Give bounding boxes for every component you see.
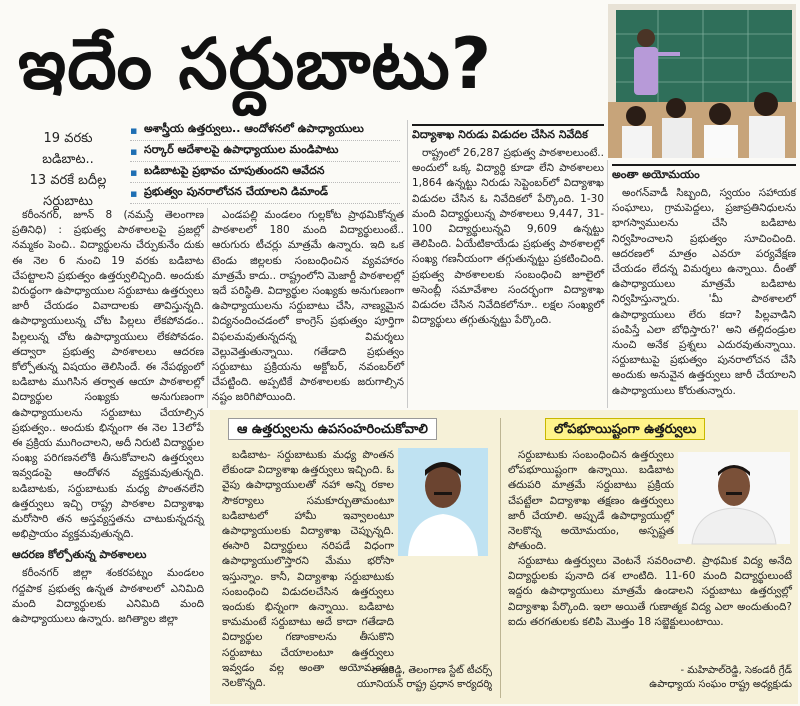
article-column-1 bbox=[12, 208, 204, 702]
bullet-icon: ▪ bbox=[130, 144, 138, 158]
box-divider bbox=[500, 418, 501, 698]
classroom-photo bbox=[608, 4, 796, 158]
article-text: రాష్ట్రంలో 26,287 ప్రభుత్వ పాఠశాలలుంటే.. అందులో ఒక్క విద్యార్థి కూడా లేని పాఠశాలలు 1,864 ఉన్నట్టు నిరుడు సెప్టెంబర్‌లో విద్యాశాఖ విడుదల చేసిన ఓ నివేదికలో పేర్కొంది. 1-30 మంది విద్యార్థులున్న పాఠశాలలు 9,447, 31-100 విద్యార్థులున్నవి 9,609 ఉన్నట్టు తెలిపింది. ఏయేటికాయేడు ప్రభుత్వ పాఠశాలల్లో సంఖ్య గణనీయంగా తగ్గుతున్నట్టు ప్రకటించింది. ప్రభుత్వ పాఠశాలలకు సంబంధించి జూలైలో అసెంబ్లీ సమావేశాల సందర్భంగా విద్యాశాఖ విడుదల చేసిన నివేదికలోనూ.. లక్షల సంఖ్యలో విద్యార్థులు తగ్గుతున్నట్టు పేర్కొంది. bbox=[412, 147, 604, 327]
article-text: కరీంనగర్, జూన్ 8 (నమస్తే తెలంగాణ ప్రతినిధి) : ప్రభుత్వ పాఠశాలలపై ప్రజల్లో నమ్మకం పెంచి.. విద్యార్థులను చేర్పుకునేం దుకు ఈ నెల 6 నుంచి 19 వరకు బడిబాట చేపట్టాలని ప్రభుత్వం ఉత్తర్వులిచ్చింది. అందుకు విరుద్ధంగా ఉపాధ్యాయుల సర్దుబాటు ఉత్తర్వులు జారీ చేయడం వివాదాలకు తావిస్తున్నది. ఉపాధ్యాయులున్న చోట పిల్లలు లేకపోవడం.. పిల్లలున్న చోట ఉపాధ్యాయులు లేకపోవడం. తద్వారా ప్రభుత్వ పాఠశాలలు ఆదరణ కోల్పోతున్న విషయం తెలిసిందే. ఈ నేపథ్యంలో బడిబాట ముగిసిన తర్వాత ఆయా పాఠశాలల్లో విద్యార్థుల సంఖ్యకు అనుగుణంగా ఉపాధ్యాయులను సర్దుబాటు చేయాల్సిన ప్రభుత్వం.. అందుకు భిన్నంగా ఈ నెల 13లోపే ఈ ప్రక్రియ ముగించాలని, అదీ నిరుటి విద్యార్థుల సంఖ్య పరిగణనలోకి తీసుకోవాలని ఉత్తర్వులు ఇవ్వడంపై ఆందోళన వ్యక్తమవుతున్నది. బడిబాటకు, సర్దుబాటుకు మధ్య పొంతనలేని ఉత్తర్వులు ఇచ్చి రాష్ట్ర పాఠశాల విద్యాశాఖ మరోసారి తన అస్తవ్యస్తతను చాటుకున్నదన్న అభిప్రాయం వ్యక్తమవుతున్నది. bbox=[12, 209, 204, 541]
bullet-icon: ▪ bbox=[130, 123, 138, 137]
bullet-item: ▪ సర్కార్ ఆదేశాలపై ఉపాధ్యాయుల మండిపాటు bbox=[130, 141, 400, 162]
side-headline bbox=[12, 128, 124, 212]
article-text: అంగన్‌వాడీ సిబ్బంది, స్వయం సహాయక సంఘాలు, గ్రామపెద్దలు, ప్రజాప్రతినిధులను భాగస్వాములను చేసి బడిబాట నిర్వహించాలని ప్రభుత్వం సూచించింది. ఆదరణలో మాత్రం ఎవరూ పర్యవేక్షణ చేయడం లేదన్న విమర్శలు ఉన్నాయి. దీంతో ఉపాధ్యాయులు మాత్రమే బడిబాట నిర్వహిస్తున్నారు. 'మీ పాఠశాలలో ఉపాధ్యాయులు లేరు కదా? పిల్లవాడిని పంపిస్తే ఎలా బోధిస్తారు?' అని తల్లిదండ్రుల నుంచి అనేక ప్రశ్నలు ఎదురవుతున్నాయి. సర్దుబాటుపై ప్రభుత్వం పునరాలోచన చేసి అందుకు అనువైన ఉత్తర్వులు జారీ చేయాలని ఉపాధ్యాయులు కోరుతున్నారు. bbox=[612, 187, 796, 397]
side-headline-line: 19 వరకు bbox=[43, 131, 93, 146]
quote-title-1: ఆ ఉత్తర్వులను ఉపసంహరించుకోవాలి bbox=[228, 418, 437, 440]
section-heading: అంతా అయోమయం bbox=[612, 164, 796, 184]
side-headline-line: బడిబాట.. bbox=[42, 152, 94, 167]
bullet-icon: ▪ bbox=[130, 186, 138, 200]
article-text: కరీంనగర్ జిల్లా శంకరపట్నం మండలం గద్దపాక ప్రభుత్వ ఉన్నత పాఠశాలలో ఎనిమిది మంది విద్యార్థులకు ఎనిమిది మంది ఉపాధ్యాయులు ఉన్నారు. జగిత్యాల జిల్లా bbox=[12, 567, 204, 626]
column-divider bbox=[607, 160, 608, 408]
headline: ఇదేం సర్దుబాటు? bbox=[18, 23, 493, 105]
bullet-item: ▪ అశాస్త్రీయ ఉత్తర్వులు.. ఆందోళనలో ఉపాధ్యాయులు bbox=[130, 120, 400, 141]
article-text: ఎండపల్లి మండలం గుల్లకోట ప్రాథమికోన్నత పాఠశాలలో 180 మంది విద్యార్థులుంటే.. ఆరుగురు టీచర్లు మాత్రమే ఉన్నారు. ఇది ఒక టెండు జిల్లలకు సంబంధించిన వ్యవహారం మాత్రమే కాదు.. రాష్ట్రంలోని మెజార్టీ పాఠశాలల్లో ఇదే పరిస్థితి. విద్యార్థుల సంఖ్యకు అనుగుణంగా ఉపాధ్యాయులను సర్దుబాటు చేసి, నాణ్యమైన విద్యనందించడంలో కాంగ్రెస్ ప్రభుత్వం పూర్తిగా విఫలమవుతున్నదన్న విమర్శలు వెల్లువెత్తుతున్నాయి. గతేడాది ప్రభుత్వం సర్దుబాటు ప్రక్రియను అక్టోబర్, నవంబర్‌లో చేపట్టింది. అప్పటికే పాఠశాలలకు జరుగాల్సిన నష్టం జరిగిపోయింది. bbox=[212, 209, 404, 404]
side-headline-line: సర్దుబాటు bbox=[43, 194, 93, 209]
side-headline-line: 13 వరకే బదీల్ల bbox=[29, 173, 107, 188]
article-column-3 bbox=[412, 120, 604, 408]
quote-title-2: లోపభూయిష్టంగా ఉత్తర్వులు bbox=[545, 418, 705, 440]
portrait-rajireddy bbox=[398, 448, 488, 556]
section-heading: విద్యాశాఖ నిరుడు విడుదల చేసిన నివేదిక bbox=[412, 124, 604, 144]
quote-text-2b: సర్దుబాటు ఉత్తర్వులు వెంటనే సవరించాలి. ప్రాథమిక విద్య అనేది విద్యార్థులకు పునాది దశ లాంటిది. 11-60 మంది విద్యార్థులుంటే ఇద్దరు ఉపాధ్యాయులు మాత్రమే ఉండాలని సర్దుబాటు ఉత్తర్వుల్లో విద్యాశాఖ పేర్కొంది. ఇలా అయితే గుణాత్మక విద్య ఎలా అందుతుంది? ఐదు తరగతులకు కలిపి మొత్తం 18 సబ్జెక్టులుంటాయి. bbox=[508, 555, 792, 628]
column-divider bbox=[207, 208, 208, 408]
bullet-item: ▪ ప్రభుత్వం పునరాలోచన చేయాలని డిమాండ్ bbox=[130, 183, 400, 204]
section-heading: ఆదరణ కోల్పోతున్న పాఠశాలలు bbox=[12, 548, 147, 562]
bullet-list bbox=[130, 120, 400, 204]
bullet-item: ▪ బడిబాటపై ప్రభావం చూపుతుందని ఆవేదన bbox=[130, 162, 400, 183]
article-column-4 bbox=[612, 160, 796, 408]
portrait-mahipalreddy bbox=[678, 452, 790, 544]
quote-text-1a: బడిబాట- సర్దుబాటుకు మధ్య పొంతన లేకుండా విద్యాశాఖ ఉత్తర్వులు ఇచ్చింది. ఓ వైపు ఉపాధ్యాయులతో నహా అన్ని రకాల సౌకర్యాలు సమకూర్చుతామంటూ బడిబాటలో హామీ ఇవ్వాలంటూ ఉపాధ్యాయులకు విద్యాశాఖ చెప్పున్నది. ఈసారి విద్యార్థులు నరిపడే విధంగా ఉపాధ్యాయులొస్తారని మేము భరోసా ఇస్తున్నాం. కానీ, విద్యాశాఖ సర్దుబాటుకు సంబంధించి విడుదలచేసిన ఉత్తర్వులు ఇందుకు భిన్నంగా ఉన్నాయి. బడిబాట కామమంటే సర్దుబాటు అదే కాదా గతేడాది విద్యార్థుల గణాంకాలను తీసుకొని సర్దుబాటు చేయాలంటూ ఉత్తర్వులు ఇవ్వడం వల్ల అంతా అయోమయం నెలకొన్నది. bbox=[222, 449, 394, 690]
column-divider bbox=[407, 120, 408, 408]
article-column-2 bbox=[212, 208, 404, 408]
quote-signature-1: - రాజిరెడ్డి, తెలంగాణ స్టేట్ టీచర్స్ యూనియన్ రాష్ట్ర ప్రధాన కార్యదర్శి bbox=[357, 665, 492, 690]
bullet-icon: ▪ bbox=[130, 165, 138, 179]
quote-signature-2: - మహిపాల్‌రెడ్డి, సెకండరీ గ్రేడ్ ఉపాధ్యాయ సంఘం రాష్ట్ర అధ్యక్షుడు bbox=[649, 665, 792, 690]
quote-text-2a: సర్దుబాటుకు సంబంధించిన ఉత్తర్వులు లోపభూయిష్టంగా ఉన్నాయి. బడిబాట తదుపరి మాత్రమే సర్దుబాటు ప్రక్రియ చేపట్టేలా విద్యాశాఖ తక్షణం ఉత్తర్వులు జారీ చేయాలి. అప్పుడే ఉపాధ్యాయుల్లో నెలకొన్న అయోమయం, అస్పష్టత పోతుంది. bbox=[508, 449, 674, 553]
